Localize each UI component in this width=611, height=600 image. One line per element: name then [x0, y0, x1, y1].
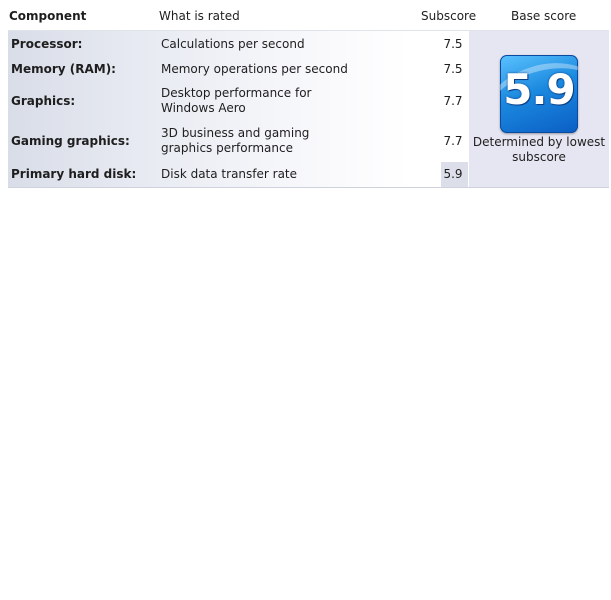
table-row	[8, 62, 468, 86]
row-what-is-rated: Calculations per second	[161, 37, 305, 51]
row-component: Graphics:	[11, 94, 76, 108]
table-body	[8, 31, 609, 188]
row-what-is-rated: Memory operations per second	[161, 62, 348, 76]
row-component: Processor:	[11, 37, 83, 51]
experience-index-table	[8, 0, 609, 188]
header-what-is-rated: What is rated	[159, 9, 240, 23]
row-what-is-rated: Disk data transfer rate	[161, 167, 298, 181]
header-component: Component	[9, 9, 87, 23]
base-score-note: Determined by lowest subscore	[472, 135, 606, 164]
row-subscore: 5.9	[443, 167, 463, 181]
table-row	[8, 126, 468, 158]
base-score-value: 5.9	[503, 65, 575, 114]
header-subscore: Subscore	[421, 9, 477, 23]
row-what-is-rated: Desktop performance for Windows Aero	[161, 86, 312, 115]
table-header	[8, 0, 609, 31]
row-subscore: 7.7	[443, 134, 463, 148]
table-row	[8, 167, 468, 187]
table-row	[8, 37, 468, 61]
base-score-badge-icon	[500, 55, 578, 133]
row-what-is-rated: 3D business and gaming graphics performance	[161, 126, 310, 155]
row-component: Gaming graphics:	[11, 134, 130, 148]
row-subscore: 7.7	[443, 94, 463, 108]
row-component: Primary hard disk:	[11, 167, 137, 181]
row-subscore: 7.5	[443, 62, 463, 76]
base-score-panel	[469, 31, 609, 187]
header-base-score: Base score	[511, 9, 577, 23]
row-component: Memory (RAM):	[11, 62, 116, 76]
table-row	[8, 86, 468, 118]
row-subscore: 7.5	[443, 37, 463, 51]
